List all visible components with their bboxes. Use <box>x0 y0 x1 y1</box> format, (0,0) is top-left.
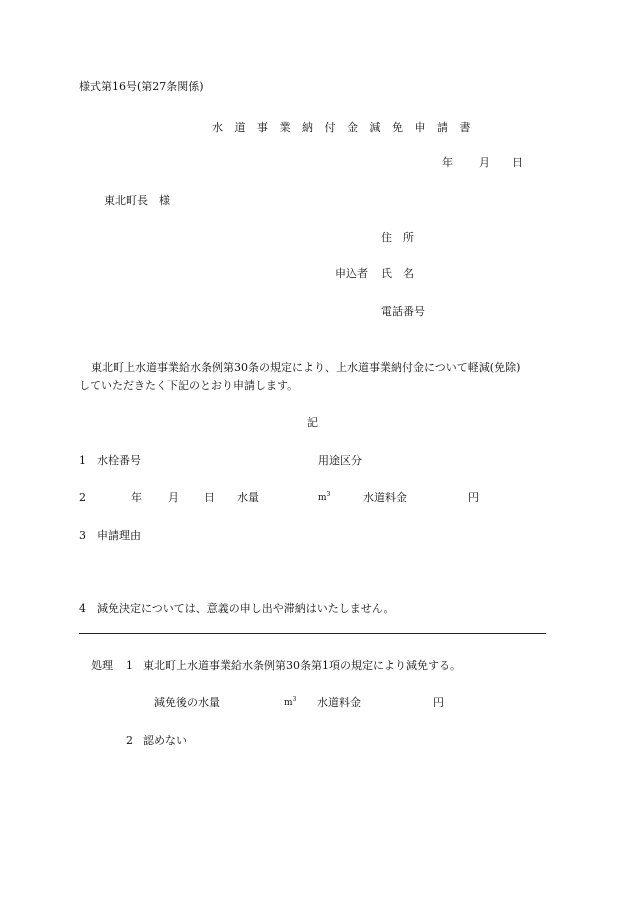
item4-number: 4 <box>79 602 86 615</box>
processing-option1-number: 1 <box>126 659 133 672</box>
date-month-label: 月 <box>479 156 490 169</box>
addressee: 東北町長 様 <box>104 194 170 207</box>
processing-option1-text: 東北町上水道事業給水条例第30条第1項の規定により減免する。 <box>143 659 461 672</box>
item4-text: 減免決定については、意義の申し出や滞納はいたしません。 <box>97 602 395 615</box>
after-reduction-volume-label: 減免後の水量 <box>154 696 220 709</box>
after-reduction-volume-unit: $m^3$ <box>284 696 297 708</box>
address-label: 住 所 <box>381 231 414 244</box>
item2-year-label: 年 <box>131 491 142 504</box>
item2-number: 2 <box>79 491 86 504</box>
item1-usage-label: 用途区分 <box>318 454 362 467</box>
item3-label: 申請理由 <box>97 529 141 542</box>
item1-label: 水栓番号 <box>97 454 141 467</box>
document-title: 水 道 事 業 納 付 金 減 免 申 請 書 <box>212 121 475 134</box>
item2-volume-label: 水量 <box>237 491 259 504</box>
item2-fee-label: 水道料金 <box>363 491 407 504</box>
processing-option2-number: 2 <box>126 734 133 747</box>
applicant-role-label: 申込者 <box>335 267 368 280</box>
name-label: 氏 名 <box>381 267 414 280</box>
date-day-label: 日 <box>512 156 523 169</box>
request-paragraph-line2: していただきたく下記のとおり申請します。 <box>79 379 299 392</box>
ki-heading: 記 <box>307 416 318 429</box>
item3-number: 3 <box>79 529 86 542</box>
phone-label: 電話番号 <box>381 305 425 318</box>
date-year-label: 年 <box>442 156 453 169</box>
form-number: 様式第16号(第27条関係) <box>79 80 204 93</box>
processing-label: 処理 <box>91 659 113 672</box>
request-paragraph-line1: 東北町上水道事業給水条例第30条の規定により、上水道事業納付金について軽減(免除) <box>91 361 521 374</box>
item2-volume-unit: $m^3$ <box>318 491 331 503</box>
after-reduction-fee-label: 水道料金 <box>317 696 361 709</box>
after-reduction-fee-unit: 円 <box>433 696 444 709</box>
item1-number: 1 <box>79 454 86 467</box>
item2-day-label: 日 <box>204 491 215 504</box>
item2-fee-unit: 円 <box>468 491 479 504</box>
processing-option2-text: 認めない <box>143 734 187 747</box>
section-divider <box>79 633 546 634</box>
item2-month-label: 月 <box>168 491 179 504</box>
